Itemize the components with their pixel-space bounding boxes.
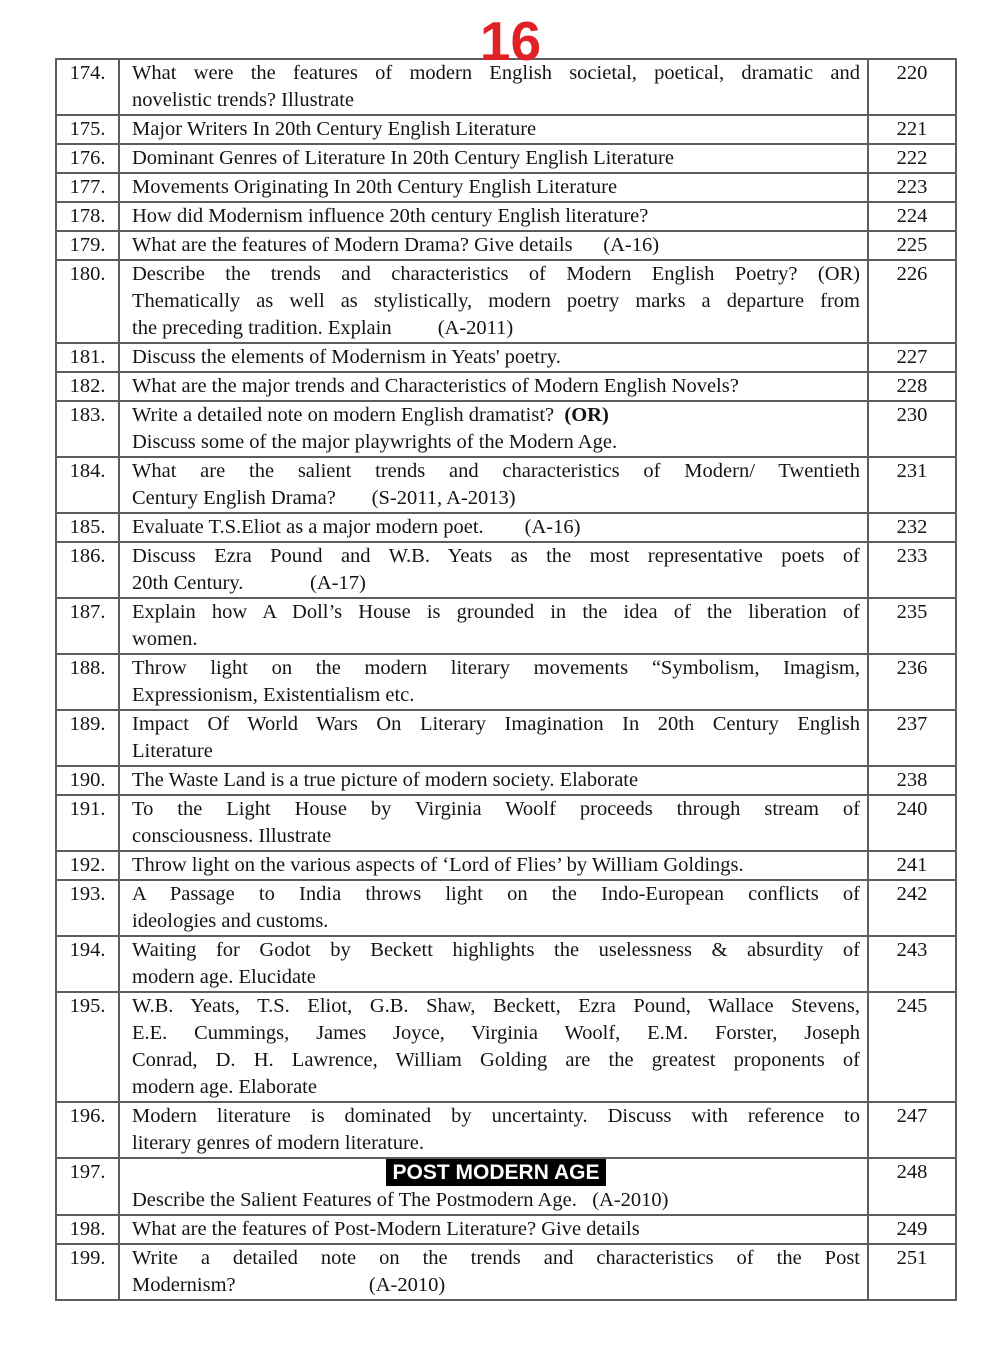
question-line: Describe the trends and characteristics of Modern English Poetry? (OR)	[132, 263, 860, 285]
question-line: Expressionism, Existentialism etc.	[132, 684, 415, 706]
question-line: Literature	[132, 740, 213, 762]
question-line: Write a detailed note on the trends and characteristics of the Post	[132, 1247, 860, 1269]
table-row	[56, 542, 956, 598]
page-reference: 236	[868, 654, 956, 710]
page-reference: 243	[868, 936, 956, 992]
page-reference: 249	[868, 1215, 956, 1244]
table-row	[56, 1158, 956, 1215]
question-line: Thematically as well as stylistically, modern poetry marks a departure from	[132, 290, 860, 312]
question-number: 177.	[56, 173, 119, 202]
question-line: How did Modernism influence 20th century English literature?	[132, 205, 649, 227]
question-line: modern age. Elucidate	[132, 966, 316, 988]
question-cell	[119, 513, 868, 542]
question-line: A Passage to India throws light on the Indo-European conflicts of	[132, 883, 860, 905]
question-number: 198.	[56, 1215, 119, 1244]
page-reference: 241	[868, 851, 956, 880]
question-line: novelistic trends? Illustrate	[132, 89, 355, 111]
question-number: 190.	[56, 766, 119, 795]
question-number: 189.	[56, 710, 119, 766]
table-row	[56, 851, 956, 880]
question-line: ideologies and customs.	[132, 910, 329, 932]
question-line: Throw light on the modern literary movements “Symbolism, Imagism,	[132, 657, 860, 679]
page-reference: 248	[868, 1158, 956, 1215]
question-line: Impact Of World Wars On Literary Imagination In 20th Century English	[132, 713, 860, 735]
question-line: Discuss the elements of Modernism in Yeats' poetry.	[132, 346, 561, 368]
page-reference: 230	[868, 401, 956, 457]
question-number: 175.	[56, 115, 119, 144]
section-heading	[132, 1159, 860, 1187]
question-line: literary genres of modern literature.	[132, 1132, 424, 1154]
question-cell	[119, 115, 868, 144]
question-number: 185.	[56, 513, 119, 542]
question-cell	[119, 992, 868, 1102]
page-reference: 222	[868, 144, 956, 173]
question-line: Discuss some of the major playwrights of the Modern Age.	[132, 431, 618, 453]
page-reference: 224	[868, 202, 956, 231]
question-number: 197.	[56, 1158, 119, 1215]
page-reference: 237	[868, 710, 956, 766]
question-line: Write a detailed note on modern English dramatist? (OR)	[132, 404, 609, 426]
table-row	[56, 173, 956, 202]
question-cell	[119, 1102, 868, 1158]
question-line: Dominant Genres of Literature In 20th Century English Literature	[132, 147, 674, 169]
question-cell	[119, 260, 868, 343]
question-number: 195.	[56, 992, 119, 1102]
question-line: Century English Drama? (S-2011, A-2013)	[132, 487, 516, 509]
question-line: W.B. Yeats, T.S. Eliot, G.B. Shaw, Beckett, Ezra Pound, Wallace Stevens,	[132, 995, 860, 1017]
question-cell	[119, 144, 868, 173]
table-row	[56, 513, 956, 542]
question-number: 178.	[56, 202, 119, 231]
table-row	[56, 654, 956, 710]
question-cell	[119, 202, 868, 231]
question-line: Describe the Salient Features of The Postmodern Age. (A-2010)	[132, 1189, 669, 1211]
page-reference: 220	[868, 59, 956, 115]
question-number: 183.	[56, 401, 119, 457]
table-row	[56, 115, 956, 144]
question-line: What are the features of Post-Modern Literature? Give details	[132, 1218, 640, 1240]
table-body	[56, 59, 956, 1300]
table-row	[56, 1244, 956, 1300]
question-cell	[119, 542, 868, 598]
table-row	[56, 231, 956, 260]
page-reference: 223	[868, 173, 956, 202]
question-cell	[119, 401, 868, 457]
question-line: To the Light House by Virginia Woolf proceeds through stream of	[132, 798, 860, 820]
page-reference: 226	[868, 260, 956, 343]
question-line: Explain how A Doll’s House is grounded in the idea of the liberation of	[132, 601, 860, 623]
question-line: Discuss Ezra Pound and W.B. Yeats as the most representative poets of	[132, 545, 860, 567]
table-row	[56, 766, 956, 795]
bold-annotation: (OR)	[564, 404, 609, 426]
page-reference: 221	[868, 115, 956, 144]
question-number: 179.	[56, 231, 119, 260]
table-row	[56, 144, 956, 173]
question-number: 181.	[56, 343, 119, 372]
question-cell	[119, 936, 868, 992]
page-reference: 251	[868, 1244, 956, 1300]
page-reference: 228	[868, 372, 956, 401]
table-row	[56, 936, 956, 992]
table-row	[56, 260, 956, 343]
question-cell	[119, 851, 868, 880]
question-cell	[119, 598, 868, 654]
question-cell	[119, 880, 868, 936]
table-row	[56, 343, 956, 372]
table-row	[56, 710, 956, 766]
page-number: 16	[479, 10, 542, 72]
question-cell	[119, 766, 868, 795]
page-reference: 240	[868, 795, 956, 851]
question-line: What were the features of modern English societal, poetical, dramatic and	[132, 62, 860, 84]
question-line: The Waste Land is a true picture of modern society. Elaborate	[132, 769, 639, 791]
question-line: Modernism? (A-2010)	[132, 1274, 446, 1296]
table-row	[56, 202, 956, 231]
page-reference: 247	[868, 1102, 956, 1158]
page-reference: 242	[868, 880, 956, 936]
question-line: 20th Century. (A-17)	[132, 572, 366, 594]
table-row	[56, 1102, 956, 1158]
question-number: 193.	[56, 880, 119, 936]
page-reference: 235	[868, 598, 956, 654]
question-cell	[119, 173, 868, 202]
question-number: 184.	[56, 457, 119, 513]
question-number: 194.	[56, 936, 119, 992]
table-row	[56, 401, 956, 457]
table-row	[56, 880, 956, 936]
question-line: Modern literature is dominated by uncertainty. Discuss with reference to	[132, 1105, 860, 1127]
question-cell	[119, 710, 868, 766]
question-cell	[119, 231, 868, 260]
question-line: What are the major trends and Characteristics of Modern English Novels?	[132, 375, 739, 397]
question-line: consciousness. Illustrate	[132, 825, 332, 847]
question-number: 176.	[56, 144, 119, 173]
question-number: 188.	[56, 654, 119, 710]
table-row	[56, 1215, 956, 1244]
table-row	[56, 457, 956, 513]
question-line: What are the salient trends and characteristics of Modern/ Twentieth	[132, 460, 860, 482]
page-reference: 225	[868, 231, 956, 260]
question-line: Waiting for Godot by Beckett highlights the uselessness & absurdity of	[132, 939, 860, 961]
table-row	[56, 992, 956, 1102]
question-number: 187.	[56, 598, 119, 654]
table-row	[56, 598, 956, 654]
question-line: Movements Originating In 20th Century English Literature	[132, 176, 618, 198]
question-number: 192.	[56, 851, 119, 880]
question-number: 186.	[56, 542, 119, 598]
question-cell	[119, 457, 868, 513]
question-line: women.	[132, 628, 198, 650]
page-reference: 232	[868, 513, 956, 542]
question-cell	[119, 795, 868, 851]
question-line: What are the features of Modern Drama? Give details (A-16)	[132, 234, 660, 256]
question-line: modern age. Elaborate	[132, 1076, 317, 1098]
section-heading-text: POST MODERN AGE	[386, 1159, 607, 1186]
page-reference: 231	[868, 457, 956, 513]
question-cell	[119, 654, 868, 710]
question-line: Evaluate T.S.Eliot as a major modern poet. (A-16)	[132, 516, 581, 538]
question-cell	[119, 1244, 868, 1300]
question-line: Conrad, D. H. Lawrence, William Golding are the greatest proponents of	[132, 1049, 860, 1071]
question-number: 191.	[56, 795, 119, 851]
question-cell	[119, 343, 868, 372]
question-index-table	[55, 58, 957, 1301]
page-reference: 238	[868, 766, 956, 795]
question-line: the preceding tradition. Explain (A-2011)	[132, 317, 514, 339]
page-reference: 227	[868, 343, 956, 372]
page-reference: 245	[868, 992, 956, 1102]
table-row	[56, 795, 956, 851]
question-cell	[119, 1215, 868, 1244]
question-number: 196.	[56, 1102, 119, 1158]
question-line: Major Writers In 20th Century English Literature	[132, 118, 537, 140]
question-number: 180.	[56, 260, 119, 343]
question-cell	[119, 372, 868, 401]
table-row	[56, 372, 956, 401]
question-number: 199.	[56, 1244, 119, 1300]
question-line: E.E. Cummings, James Joyce, Virginia Woolf, E.M. Forster, Joseph	[132, 1022, 860, 1044]
question-number: 174.	[56, 59, 119, 115]
question-line: Throw light on the various aspects of ‘Lord of Flies’ by William Goldings.	[132, 854, 744, 876]
question-cell	[119, 1158, 868, 1215]
page-reference: 233	[868, 542, 956, 598]
question-number: 182.	[56, 372, 119, 401]
